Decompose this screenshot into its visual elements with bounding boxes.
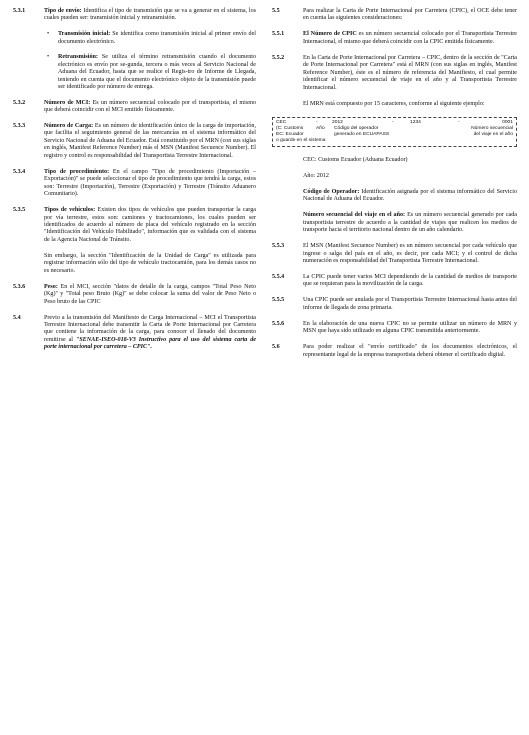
mrn-part-cec: CEC <box>276 119 287 125</box>
section-body: En la Carta de Porte Internacional por Carretera – CPIC, dentro de la sección de "Carta de Porte Internacional por Carretera" está el MRN (con sus siglas en inglés, Manifest Reference Number), éste es el número de referencia del Manifiesto, el cual permite identificar el número secuencial de viaje en el año y al Transportista Terrestre Internacional. <box>303 54 517 91</box>
mrn-example-box <box>272 117 517 147</box>
section-5-5-5 <box>272 297 517 312</box>
mrn-legend-cell: (C: Customs <box>276 125 304 131</box>
section-5-3-5 <box>13 207 256 244</box>
mrn-legend-cell: generado en ECUAPASS <box>334 131 390 137</box>
section-number: 5.4 <box>13 314 21 321</box>
section-number: 5.5.1 <box>272 31 285 38</box>
definition-title: Código de Operador: <box>303 188 360 195</box>
section-number: 5.5.4 <box>272 273 285 280</box>
section-5-5-4 <box>272 274 517 289</box>
bullet-icon: • <box>47 31 50 38</box>
bullet-body: Se utiliza el término retransmisión cuando el documento electrónico es envío por se-gunda, tercera o más veces al Servicio Nacional de Aduana del Ecuador, hasta que se realice el Regis-tro de Informe de Llegada, teniendo en cuenta que el documento electrónico objeto de la transmisión puede ser identificado por número de entrega. <box>58 54 256 91</box>
section-body: es un número secuencial colocado por el Transportista Terrestre Internacional, el mismo que deberá coincidir con la CPIC emitida físicamente. <box>303 31 517 45</box>
section-body: En el MCI, sección "datos de detalle de la carga, campos "Total Peso Neto (Kg)" y "Total peso Bruto (Kg)" se debe colocar la suma del valor de Peso Neto o Peso bruto de las CPIC <box>44 283 256 305</box>
section-title: Tipos de vehículos: <box>44 207 96 214</box>
section-number: 5.5.3 <box>272 243 285 250</box>
section-body: Es un número secuencial colocado por el transportista, el mismo que deberá coincidir con el MCI emitido físicamente. <box>44 99 256 114</box>
section-text <box>44 8 256 23</box>
section-body: Una CPIC puede ser anulada por el Transportista Terrestre Internacional hasta antes del informe de llegada de zona primaria. <box>303 297 517 311</box>
section-body: El MSN (Manifest Secuence Number) es un número secuencial por cada vehículo que ingrese o salga del país en el año, es decir, por cada MCI; y el control de dicha numeración es responsabilidad del Transportista Terrestre Internacional. <box>303 243 517 264</box>
section-5-3-3 <box>13 123 256 160</box>
mrn-legend-cell: Código del operador <box>334 125 379 131</box>
section-number: 5.5.6 <box>272 320 285 327</box>
definition-ano: Año: 2012 <box>303 172 329 179</box>
mrn-part-year: 2012 <box>332 119 343 125</box>
mrn-part-sequence: 0001 <box>502 119 513 125</box>
mrn-legend-cell: Número secuencial <box>471 125 513 131</box>
section-body: Previo a la transmisión del Manifiesto de Carga Internacional – MCI el Transportista Terrestre Internacional debe transmitir la Carta de Porte Internacional por Carretera que contiene la información de la carga, para conocer el llenado del documento remitirse al <box>44 314 256 343</box>
mrn-legend-cell: EC: Ecuador <box>276 131 304 137</box>
definition-body: Identificación asignada por el sistema informático del Servicio Nacional de Aduana del Ecuador. <box>303 188 517 203</box>
section-5-4 <box>13 315 256 352</box>
section-5-3-6 <box>13 284 256 306</box>
section-title: Peso: <box>44 283 58 290</box>
section-5-3-4 <box>13 169 256 199</box>
section-number: 5.3.4 <box>13 168 26 175</box>
section-body: Es un número de identificación único de la carga de importación, que facilita el seguimiento general de las mercancías en el sistema informático del Servicio Nacional de Aduana del Ecuador. Está constituido por el MRN (con sus siglas en inglés, Manifest Reference Number) más el MSN (Manifest Secuence Number). El registro y control es responsabilidad del Transportista Terrestre Internacional. <box>44 122 256 159</box>
section-5-3-1 <box>13 8 256 23</box>
section-body: La CPIC puede tener varios MCI dependiendo de la cantidad de medios de transporte que se requieran para la movilización de la carga. <box>303 273 517 288</box>
section-title: El Número de CPIC <box>303 31 357 38</box>
section-title: Tipo de envío: <box>44 8 82 14</box>
section-body: Identifica el tipo de transmisión que se va a generar en el sistema, los cuales pueden ser: transmisión inicial y retransmisión. <box>44 8 256 22</box>
section-title: Tipo de procedimiento: <box>44 168 110 175</box>
mrn-part-operator: 1234 <box>410 119 421 125</box>
definition-body: Es un número secuencial generado por cada transportista terrestre de acuerdo a la cantidad de viajes que realicen los medios de transporte hacia el territorio nacional dentro de un año calendario. <box>303 212 517 234</box>
bullet-title: Transmisión inicial: <box>58 31 111 38</box>
definition-cec: CEC: Customs Ecuador (Aduana Ecuador) <box>303 156 408 163</box>
section-number: 5.6 <box>272 344 280 351</box>
mrn-separator: - <box>458 119 460 125</box>
paragraph-mrn-composition: El MRN está compuesto por 15 caracteres, conforme al siguiente ejemplo: <box>303 100 485 107</box>
section-number: 5.5.2 <box>272 54 285 61</box>
bullet-icon: • <box>47 54 50 61</box>
section-5-3-2 <box>13 100 256 115</box>
section-body: Existen dos tipos de vehículos que pueden transportar la carga por vía terrestre, estos son: camiones y tractocamiones, los cuales pueden ser identificados de acuerdo al número de placa del vehículo registrado en la sección "Identificación del Vehículo Habilitado", información que es validada con el sistema de la Agencia Nacional de Tránsito. <box>44 207 256 243</box>
section-body: Para realizar la Carta de Porte Internacional por Carretera (CPIC), el OCE debe tener en cuenta las siguientes consideraciones: <box>303 8 517 22</box>
section-5-6 <box>272 344 517 359</box>
section-title: Número de Carga: <box>44 122 94 129</box>
section-5-5-6 <box>272 321 517 336</box>
section-5-5 <box>272 8 517 23</box>
section-number: 5.3.6 <box>13 283 26 290</box>
definition-numero-secuencial <box>303 212 517 234</box>
section-5-5-3 <box>272 243 517 265</box>
section-number: 5.3.5 <box>13 207 26 214</box>
right-column <box>272 8 517 368</box>
bullet-title: Retransmisión: <box>58 54 98 61</box>
mrn-legend-cell: Año <box>316 125 325 131</box>
mrn-separator: - <box>316 119 318 125</box>
section-number: 5.3.2 <box>13 99 26 106</box>
section-number: 5.3.1 <box>13 8 26 14</box>
paragraph-5-3-5-note: Sin embargo, la sección "Identificación de la Unidad de Carga" es utilizada para registrar información sólo del tipo de vehículo tractocamión, para los demás casos no es necesario. <box>44 252 256 274</box>
left-column <box>13 8 256 360</box>
section-body: En el campo "Tipo de procedimiento (Importación – Exportación)" se puede seleccionar el tipo de procedimiento que tendrá la carga, estos son: Terrestre (Importación), Terrestre (Exportación) y Terrestre (Tránsito Aduanero Comunitario). <box>44 168 257 198</box>
bullet-transmision-inicial <box>44 31 256 46</box>
section-number: 5.3.3 <box>13 122 26 129</box>
section-5-5-2 <box>272 55 517 92</box>
section-body: En la elaboración de una nueva CPIC no se permite utilizar un número de MRN y MSN que haya sido utilizado en alguna CPIC transmitida anteriormente. <box>303 320 517 335</box>
mrn-separator: - <box>392 119 394 125</box>
section-number: 5.5 <box>272 8 280 14</box>
mrn-legend-row <box>276 138 513 144</box>
definition-codigo-operador <box>303 189 517 204</box>
section-body: Para poder realizar el "envío certificado" de los documentos electrónicos, el representante legal de la empresa transportista deberá obtener el certificado digital. <box>303 344 517 358</box>
bullet-retransmision <box>44 54 256 91</box>
section-title: Número de MCI: <box>44 99 91 106</box>
mrn-legend-cell: o guarde en el sistema <box>276 137 326 143</box>
section-number: 5.5.5 <box>272 297 285 304</box>
mrn-legend-cell: del viaje en el año <box>473 131 513 137</box>
definition-title: Número secuencial del viaje en el año: <box>303 212 406 219</box>
bullet-body: Se identifica como transmisión inicial al primer envío del documento electrónico. <box>58 31 256 45</box>
section-5-5-1 <box>272 31 517 46</box>
document-reference: "SENAE-ISEO-018-V3 Instructivo para el uso del sistema carta de porte internacional por carretera – CPIC". <box>44 336 256 351</box>
